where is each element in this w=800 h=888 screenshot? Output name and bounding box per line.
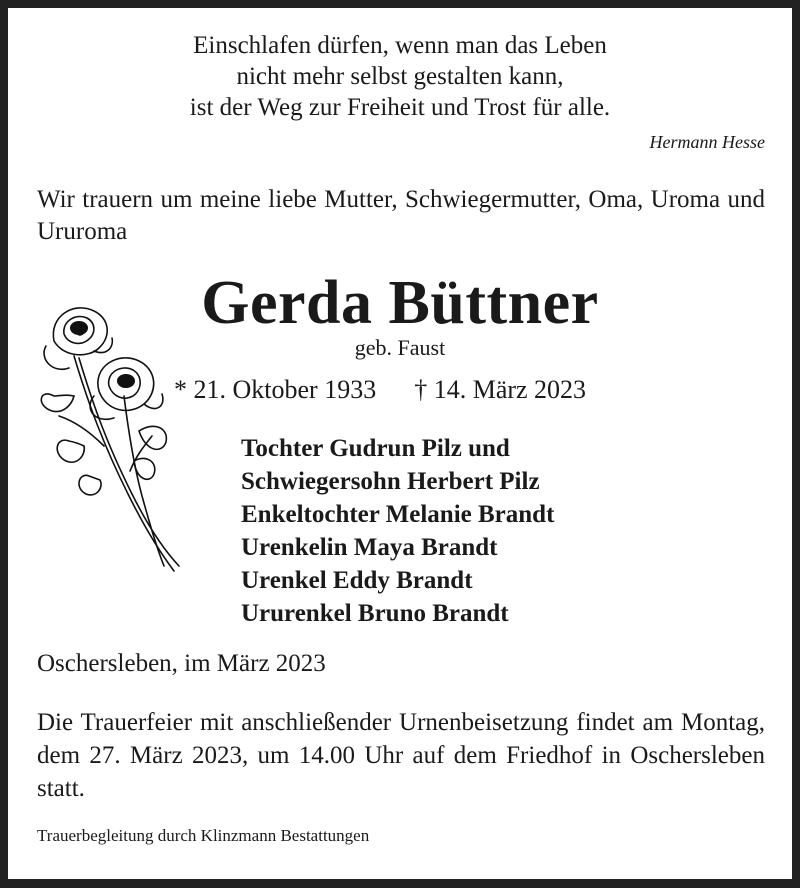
poem-line: ist der Weg zur Freiheit und Trost für alle. <box>189 94 611 121</box>
deceased-name: Gerda Büttner <box>201 269 599 337</box>
death-date: † 14. März 2023 <box>414 375 587 404</box>
life-dates <box>174 375 586 405</box>
undertaker: Trauerbegleitung durch Klinzmann Bestattungen <box>37 826 370 845</box>
mourners-list <box>241 432 554 630</box>
mourner: Ururenkel Bruno Brandt <box>241 600 509 627</box>
poem-author: Hermann Hesse <box>649 132 765 152</box>
mourner: Tochter Gudrun Pilz und <box>241 435 510 462</box>
birth-date: * 21. Oktober 1933 <box>174 375 377 404</box>
place-date: Oschersleben, im März 2023 <box>37 650 326 677</box>
maiden-name: geb. Faust <box>354 335 446 360</box>
poem <box>0 30 800 123</box>
poem-line: nicht mehr selbst gestalten kann, <box>236 63 564 90</box>
mourner: Enkeltochter Melanie Brandt <box>241 501 555 528</box>
mourner: Schwiegersohn Herbert Pilz <box>241 468 540 495</box>
mourner: Urenkelin Maya Brandt <box>241 534 498 561</box>
poem-line: Einschlafen dürfen, wenn man das Leben <box>193 32 607 59</box>
mourner: Urenkel Eddy Brandt <box>241 567 473 594</box>
intro-text: Wir trauern um meine liebe Mutter, Schwiegermutter, Oma, Uroma und Ururoma <box>37 186 765 245</box>
ceremony-info: Die Trauerfeier mit anschließender Urnenbeisetzung findet am Montag, dem 27. März 2023, um 14.00 Uhr auf dem Friedhof in Oschersleben statt. <box>37 709 765 802</box>
